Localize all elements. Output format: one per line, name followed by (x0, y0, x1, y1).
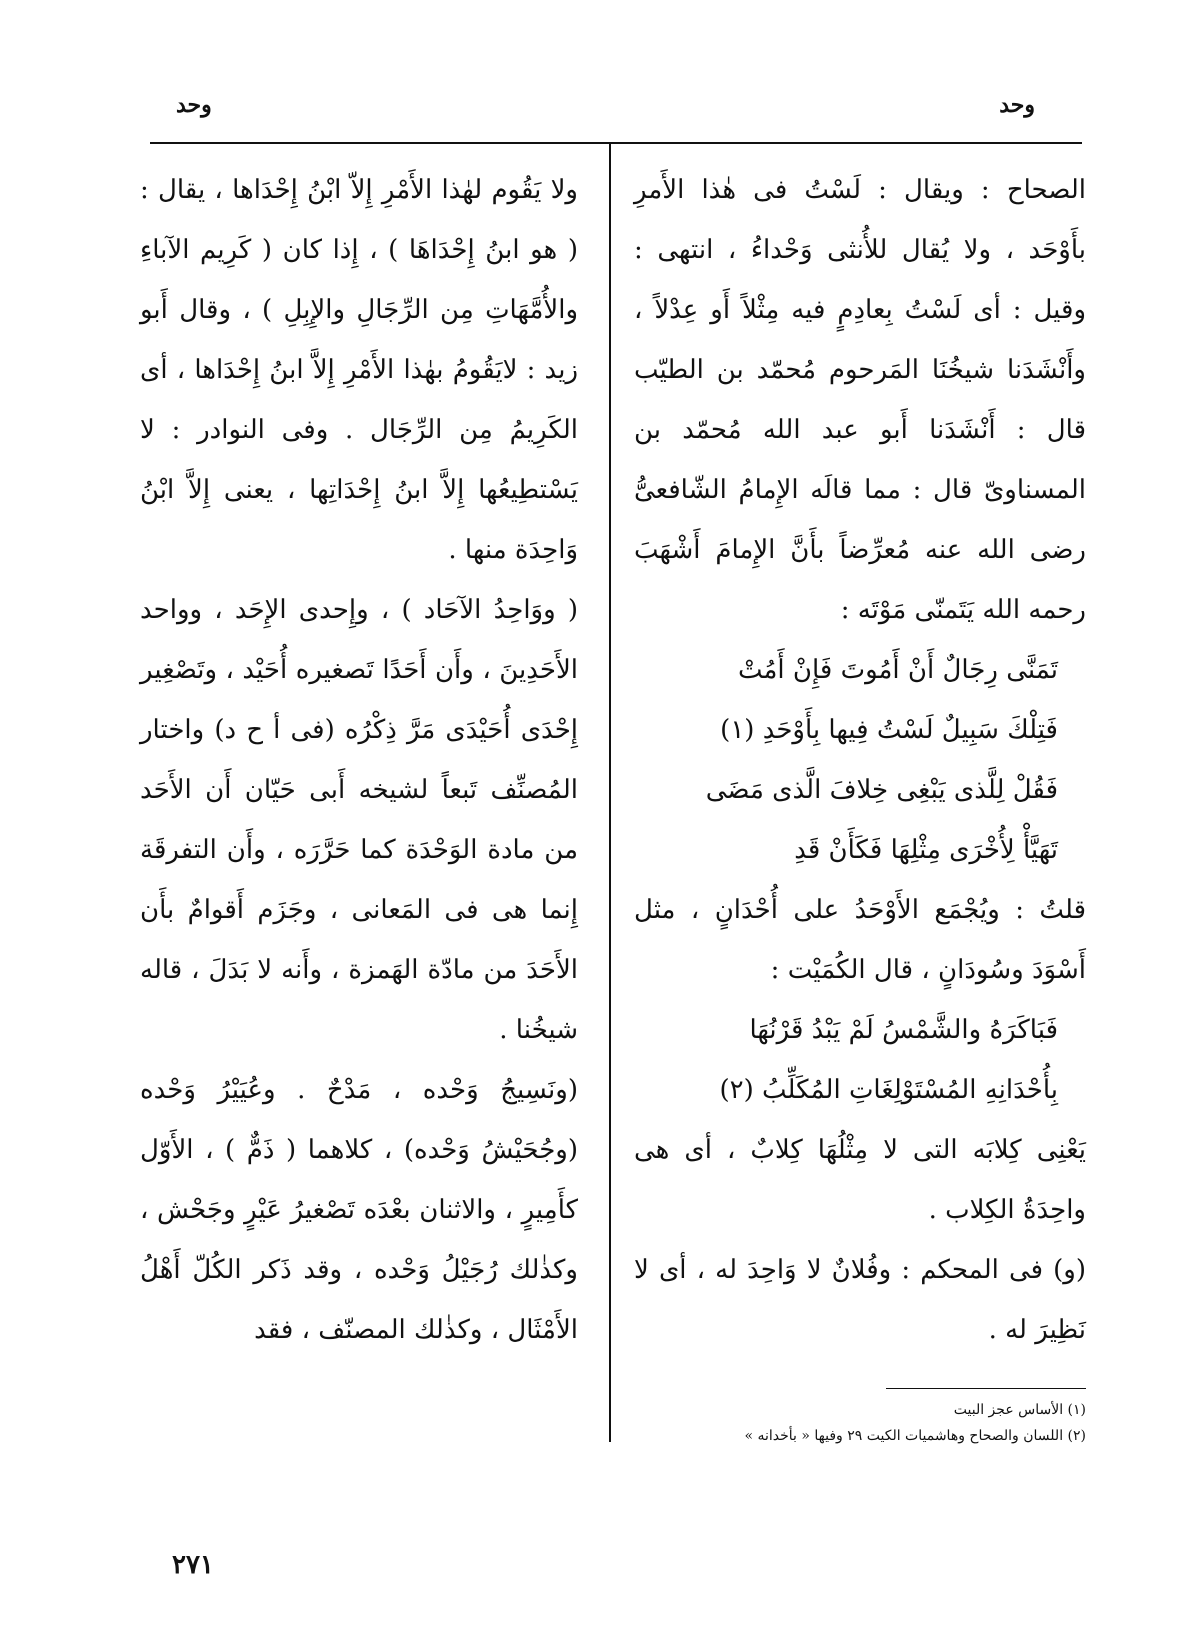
paragraph: الصحاح : ويقال : لَسْتُ فى هٰذا الأَمرِ بأَوْحَد ، ولا يُقال للأُنثى وَحْداءُ ، انتهى : وقيل : أى لَسْتُ بِعادِمٍ فيه مِثْلاً أَو عِدْلاً ، وأَنْشَدَنا شيخُنَا المَرحوم مُحمّد بن الطيّب قال : أَنْشَدَنا أَبو عبد الله مُحمّد بن المسناوىّ قال : مما قالَه الإِمامُ الشّافعىُّ رضى الله عنه مُعرِّضاً بأَنَّ الإِمامَ أَشْهَبَ رحمه الله يَتَمنّى مَوْتَه : (634, 175, 1086, 625)
paragraph: يَعْنِى كِلابَه التى لا مِثْلُهَا كِلابٌ ، أى هى واحِدَةُ الكِلاب . (634, 1135, 1086, 1225)
verse-line: فَقُلْ لِلَّذى يَبْغِى خِلافَ الَّذى مَضَى (705, 775, 1058, 805)
paragraph: ( ووَاحِدُ الآحَاد ) ، وإِحدى الإِحَد ، وواحد الأَحَدِينَ ، وأَن أَحَدًا تَصغيره أُحَيْد ، وتَصْغِير إِحْدَى أُحَيْدَى مَرَّ ذِكْرُه (فى أ ح د) واختار المُصنِّف تَبعاً لشيخه أَبى حَيّان أَن الأَحَد من مادة الوَحْدَة كما حَرَّرَه ، وأَن التفرقَة إِنما هى فى المَعانى ، وجَزَم أَقوامٌ بأَن الأَحَدَ من مادّة الهَمزة ، وأَنه لا بَدَلَ ، قاله شيخُنا . (140, 595, 578, 1045)
footnote-1: (١) الأساس عجز البيت (953, 1402, 1086, 1418)
running-head-left: وحد (176, 92, 212, 118)
page-number: ٢٧١ (172, 1550, 214, 1580)
verse-line: تَمَنَّى رِجَالٌ أَنْ أَمُوتَ فَإِنْ أَمُتْ (737, 655, 1058, 685)
right-column (634, 160, 1086, 1360)
footnote-2: (٢) اللسان والصحاح وهاشميات الكيت ٢٩ وفيها « بأخدانه » (744, 1428, 1086, 1444)
left-column (140, 160, 578, 1360)
footnote-rule (886, 1388, 1086, 1389)
verse-line: فَتِلْكَ سَبِيلٌ لَسْتُ فِيها بِأَوْحَدِ (١) (720, 715, 1058, 745)
paragraph: (ونَسِيجُ وَحْده ، مَدْحٌ . وعُيَيْرُ وَحْده (وجُحَيْشُ وَحْده) ، كلاهما ( ذَمٌّ ) ، الأَوّل كأَمِيرٍ ، والاثنان بعْدَه تَصْغيرُ عَيْرٍ وجَحْش ، وكذٰلك رُجَيْلُ وَحْده ، وقد ذَكر الكُلّ أَهْلُ الأَمْثَال ، وكذٰلك المصنّف ، فقد (140, 1075, 578, 1345)
footnotes (634, 1388, 1086, 1449)
running-head-right: وحد (999, 92, 1035, 118)
verse-line: بِأُحْدَانِهِ المُسْتَوْلِغَاتِ المُكَلِّبُ (٢) (719, 1075, 1058, 1105)
verse-line: فَبَاكَرَهُ والشَّمْسُ لَمْ يَبْدُ قَرْنُهَا (749, 1015, 1058, 1045)
column-divider (609, 142, 611, 1442)
verse-line: تَهَيَّأْ لِأُخْرَى مِثْلِهَا فَكَأَنْ قَدِ (794, 835, 1058, 865)
paragraph: ولا يَقُوم لهٰذا الأَمْرِ إِلاّ ابْنُ إِحْدَاها ، يقال : ( هو ابنُ إِحْدَاهَا ) ، إِذا كان ( كَرِيم الآباءِ والأُمَّهَاتِ مِن الرِّجَالِ والإِبِلِ ) ، وقال أَبو زيد : لايَقُومُ بهٰذا الأَمْرِ إِلاَّ ابنُ إِحْدَاها ، أى الكَرِيمُ مِن الرِّجَال . وفى النوادر : لا يَسْتطِيعُها إِلاَّ ابنُ إِحْدَاتِها ، يعنى إِلاَّ ابْنُ وَاحِدَة منها . (140, 175, 578, 565)
paragraph: (و) فى المحكم : وفُلانٌ لا وَاحِدَ له ، أى لا نَظِيرَ له . (634, 1255, 1086, 1345)
paragraph: قلتُ : ويُجْمَع الأَوْحَدُ على أُحْدَانٍ ، مثل أَسْوَدَ وسُودَانٍ ، قال الكُمَيْت : (634, 895, 1086, 985)
header-rule (150, 142, 1082, 144)
